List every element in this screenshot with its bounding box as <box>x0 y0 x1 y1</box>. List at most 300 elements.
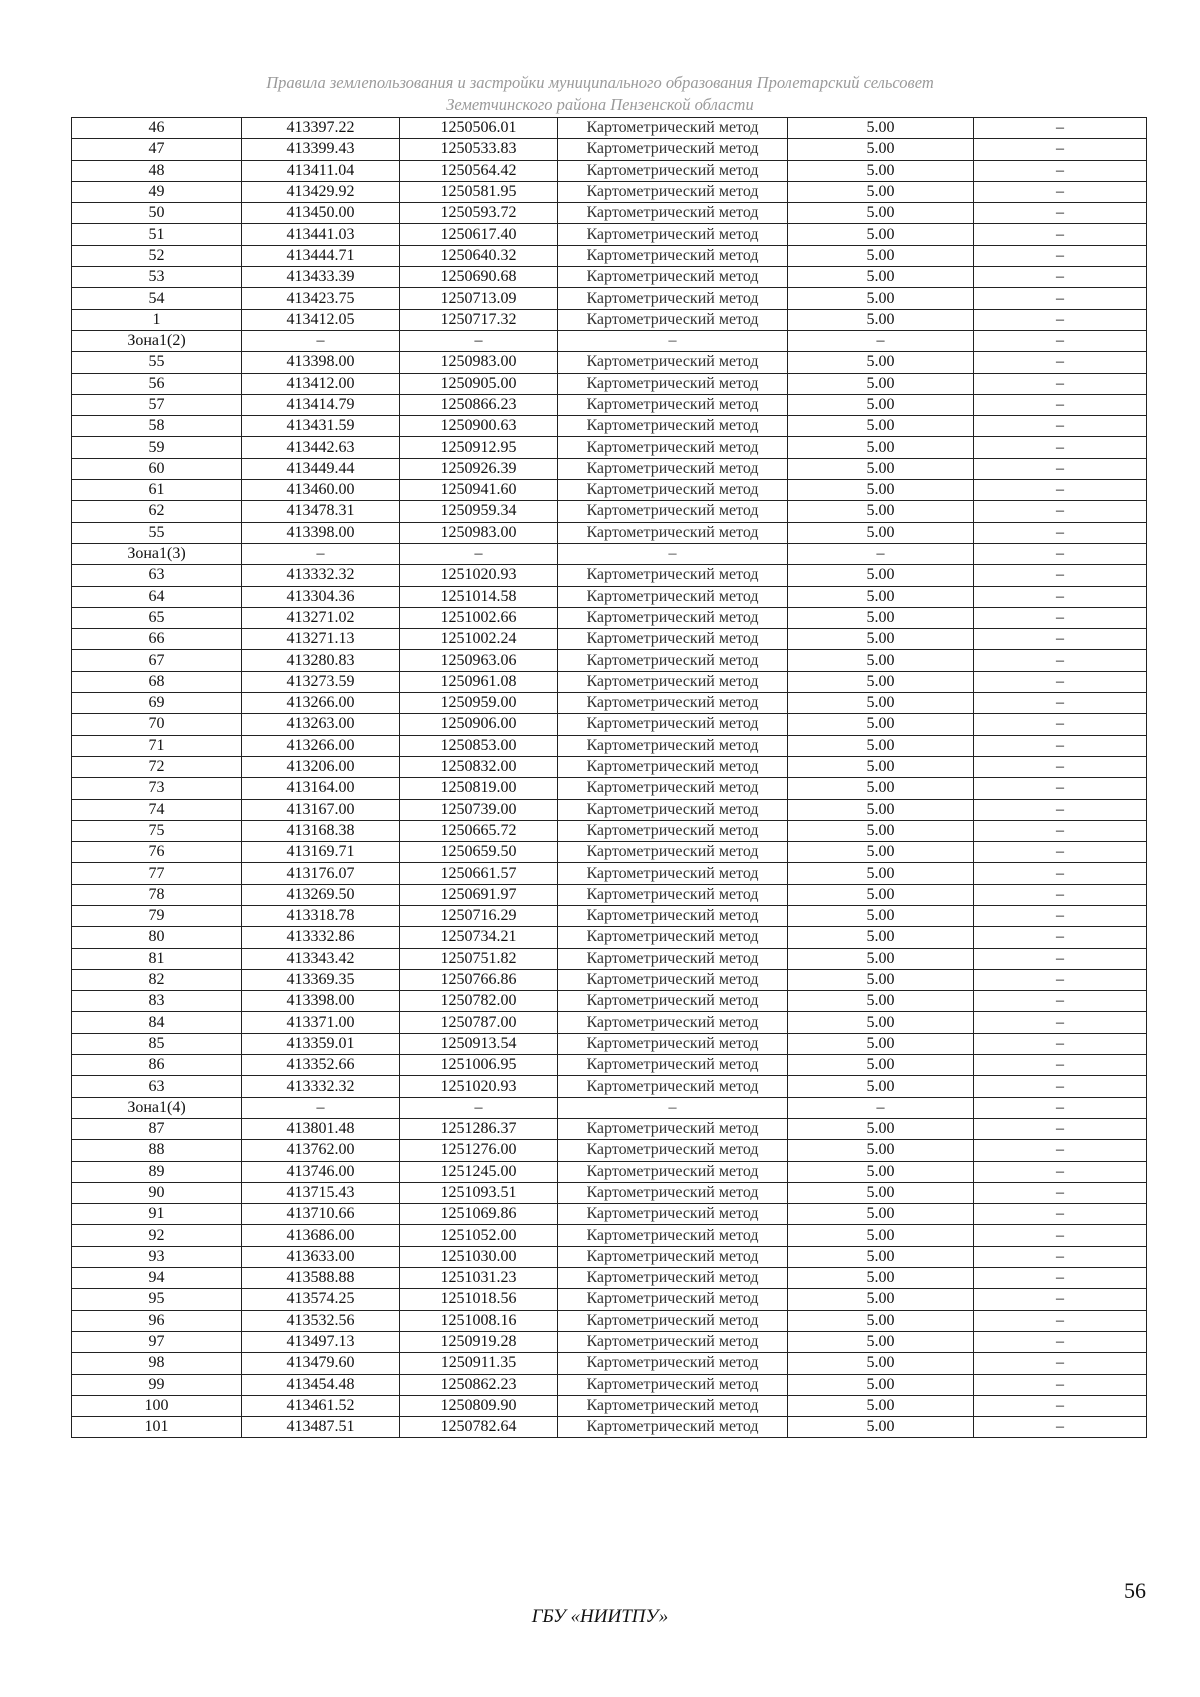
accuracy-cell: 5.00 <box>788 1076 974 1097</box>
x-coordinate-cell: 413478.31 <box>242 501 400 522</box>
x-coordinate-cell: 413168.38 <box>242 820 400 841</box>
method-cell: Картометрический метод <box>558 1204 788 1225</box>
note-cell: – <box>974 799 1147 820</box>
point-number-cell: Зона1(2) <box>72 330 242 351</box>
y-coordinate-cell: 1250751.82 <box>400 948 558 969</box>
table-row <box>72 1140 1147 1161</box>
accuracy-cell: 5.00 <box>788 927 974 948</box>
table-row <box>72 160 1147 181</box>
point-number-cell: 96 <box>72 1310 242 1331</box>
accuracy-cell: – <box>788 543 974 564</box>
table-row <box>72 480 1147 501</box>
note-cell: – <box>974 1182 1147 1203</box>
method-cell: Картометрический метод <box>558 394 788 415</box>
method-cell: Картометрический метод <box>558 629 788 650</box>
table-row <box>72 799 1147 820</box>
method-cell: Картометрический метод <box>558 586 788 607</box>
x-coordinate-cell: 413332.32 <box>242 1076 400 1097</box>
table-row <box>72 373 1147 394</box>
method-cell: Картометрический метод <box>558 480 788 501</box>
method-cell: Картометрический метод <box>558 1055 788 1076</box>
accuracy-cell: 5.00 <box>788 1289 974 1310</box>
x-coordinate-cell: 413343.42 <box>242 948 400 969</box>
y-coordinate-cell: 1250665.72 <box>400 820 558 841</box>
note-cell: – <box>974 1268 1147 1289</box>
table-row <box>72 714 1147 735</box>
accuracy-cell: 5.00 <box>788 1182 974 1203</box>
x-coordinate-cell: – <box>242 543 400 564</box>
y-coordinate-cell: 1251002.66 <box>400 607 558 628</box>
table-row <box>72 778 1147 799</box>
method-cell: Картометрический метод <box>558 1374 788 1395</box>
y-coordinate-cell: 1250941.60 <box>400 480 558 501</box>
method-cell: Картометрический метод <box>558 1395 788 1416</box>
method-cell: Картометрический метод <box>558 820 788 841</box>
table-row <box>72 1055 1147 1076</box>
x-coordinate-cell: 413369.35 <box>242 969 400 990</box>
x-coordinate-cell: 413414.79 <box>242 394 400 415</box>
point-number-cell: 50 <box>72 203 242 224</box>
x-coordinate-cell: 413429.92 <box>242 181 400 202</box>
x-coordinate-cell: 413479.60 <box>242 1353 400 1374</box>
accuracy-cell: 5.00 <box>788 373 974 394</box>
point-number-cell: 85 <box>72 1033 242 1054</box>
x-coordinate-cell: 413450.00 <box>242 203 400 224</box>
x-coordinate-cell: 413444.71 <box>242 245 400 266</box>
table-row <box>72 501 1147 522</box>
header-line-2: Земетчинского района Пензенской области <box>446 95 754 114</box>
point-number-cell: 59 <box>72 437 242 458</box>
point-number-cell: 55 <box>72 522 242 543</box>
accuracy-cell: 5.00 <box>788 969 974 990</box>
x-coordinate-cell: 413206.00 <box>242 756 400 777</box>
table-row <box>72 1374 1147 1395</box>
accuracy-cell: 5.00 <box>788 1118 974 1139</box>
accuracy-cell: 5.00 <box>788 288 974 309</box>
table-row <box>72 437 1147 458</box>
x-coordinate-cell: 413164.00 <box>242 778 400 799</box>
point-number-cell: 99 <box>72 1374 242 1395</box>
note-cell: – <box>974 629 1147 650</box>
y-coordinate-cell: 1250906.00 <box>400 714 558 735</box>
note-cell: – <box>974 778 1147 799</box>
note-cell: – <box>974 905 1147 926</box>
point-number-cell: 62 <box>72 501 242 522</box>
table-row <box>72 1182 1147 1203</box>
table-row <box>72 203 1147 224</box>
accuracy-cell: 5.00 <box>788 565 974 586</box>
y-coordinate-cell: 1250593.72 <box>400 203 558 224</box>
note-cell: – <box>974 501 1147 522</box>
x-coordinate-cell: 413359.01 <box>242 1033 400 1054</box>
method-cell: Картометрический метод <box>558 224 788 245</box>
table-row <box>72 586 1147 607</box>
y-coordinate-cell: 1250809.90 <box>400 1395 558 1416</box>
method-cell: Картометрический метод <box>558 1310 788 1331</box>
method-cell: – <box>558 543 788 564</box>
accuracy-cell: 5.00 <box>788 522 974 543</box>
accuracy-cell: 5.00 <box>788 1204 974 1225</box>
point-number-cell: 49 <box>72 181 242 202</box>
accuracy-cell: 5.00 <box>788 267 974 288</box>
document-header <box>0 72 1200 116</box>
y-coordinate-cell: 1250961.08 <box>400 671 558 692</box>
method-cell: Картометрический метод <box>558 927 788 948</box>
note-cell: – <box>974 394 1147 415</box>
accuracy-cell: 5.00 <box>788 352 974 373</box>
accuracy-cell: 5.00 <box>788 778 974 799</box>
table-row <box>72 1161 1147 1182</box>
accuracy-cell: 5.00 <box>788 1331 974 1352</box>
method-cell: Картометрический метод <box>558 693 788 714</box>
table-row <box>72 1204 1147 1225</box>
x-coordinate-cell: 413318.78 <box>242 905 400 926</box>
x-coordinate-cell: 413442.63 <box>242 437 400 458</box>
note-cell: – <box>974 1118 1147 1139</box>
y-coordinate-cell: 1250640.32 <box>400 245 558 266</box>
accuracy-cell: 5.00 <box>788 118 974 139</box>
accuracy-cell: 5.00 <box>788 948 974 969</box>
note-cell: – <box>974 1033 1147 1054</box>
accuracy-cell: 5.00 <box>788 437 974 458</box>
table-row <box>72 288 1147 309</box>
accuracy-cell: 5.00 <box>788 1417 974 1438</box>
note-cell: – <box>974 863 1147 884</box>
method-cell: Картометрический метод <box>558 778 788 799</box>
point-number-cell: 76 <box>72 842 242 863</box>
point-number-cell: 98 <box>72 1353 242 1374</box>
point-number-cell: 100 <box>72 1395 242 1416</box>
point-number-cell: 79 <box>72 905 242 926</box>
y-coordinate-cell: 1250787.00 <box>400 1012 558 1033</box>
point-number-cell: 70 <box>72 714 242 735</box>
table-row <box>72 224 1147 245</box>
table-row <box>72 884 1147 905</box>
y-coordinate-cell: – <box>400 543 558 564</box>
accuracy-cell: 5.00 <box>788 671 974 692</box>
y-coordinate-cell: 1251020.93 <box>400 565 558 586</box>
accuracy-cell: 5.00 <box>788 714 974 735</box>
table-row <box>72 565 1147 586</box>
x-coordinate-cell: 413398.00 <box>242 352 400 373</box>
note-cell: – <box>974 1331 1147 1352</box>
point-number-cell: 94 <box>72 1268 242 1289</box>
y-coordinate-cell: 1251008.16 <box>400 1310 558 1331</box>
accuracy-cell: 5.00 <box>788 756 974 777</box>
point-number-cell: 84 <box>72 1012 242 1033</box>
y-coordinate-cell: 1250959.00 <box>400 693 558 714</box>
y-coordinate-cell: 1250782.00 <box>400 991 558 1012</box>
note-cell: – <box>974 1140 1147 1161</box>
accuracy-cell: – <box>788 330 974 351</box>
x-coordinate-cell: 413304.36 <box>242 586 400 607</box>
table-row <box>72 1097 1147 1118</box>
x-coordinate-cell: 413266.00 <box>242 735 400 756</box>
accuracy-cell: 5.00 <box>788 394 974 415</box>
point-number-cell: 95 <box>72 1289 242 1310</box>
point-number-cell: 75 <box>72 820 242 841</box>
y-coordinate-cell: 1250617.40 <box>400 224 558 245</box>
method-cell: Картометрический метод <box>558 1225 788 1246</box>
method-cell: Картометрический метод <box>558 905 788 926</box>
x-coordinate-cell: 413167.00 <box>242 799 400 820</box>
accuracy-cell: 5.00 <box>788 820 974 841</box>
method-cell: Картометрический метод <box>558 1417 788 1438</box>
method-cell: Картометрический метод <box>558 1118 788 1139</box>
method-cell: Картометрический метод <box>558 352 788 373</box>
table-row <box>72 1246 1147 1267</box>
method-cell: Картометрический метод <box>558 948 788 969</box>
note-cell: – <box>974 842 1147 863</box>
accuracy-cell: 5.00 <box>788 884 974 905</box>
y-coordinate-cell: 1251018.56 <box>400 1289 558 1310</box>
method-cell: Картометрический метод <box>558 969 788 990</box>
x-coordinate-cell: 413397.22 <box>242 118 400 139</box>
y-coordinate-cell: 1251069.86 <box>400 1204 558 1225</box>
table-row <box>72 629 1147 650</box>
method-cell: Картометрический метод <box>558 1161 788 1182</box>
x-coordinate-cell: 413352.66 <box>242 1055 400 1076</box>
method-cell: Картометрический метод <box>558 565 788 586</box>
table-row <box>72 458 1147 479</box>
method-cell: Картометрический метод <box>558 416 788 437</box>
y-coordinate-cell: 1250832.00 <box>400 756 558 777</box>
accuracy-cell: 5.00 <box>788 416 974 437</box>
point-number-cell: 60 <box>72 458 242 479</box>
accuracy-cell: 5.00 <box>788 799 974 820</box>
table-row <box>72 394 1147 415</box>
table-row <box>72 693 1147 714</box>
y-coordinate-cell: 1251052.00 <box>400 1225 558 1246</box>
method-cell: Картометрический метод <box>558 203 788 224</box>
x-coordinate-cell: 413271.02 <box>242 607 400 628</box>
point-number-cell: 57 <box>72 394 242 415</box>
accuracy-cell: 5.00 <box>788 586 974 607</box>
y-coordinate-cell: 1251002.24 <box>400 629 558 650</box>
point-number-cell: 61 <box>72 480 242 501</box>
note-cell: – <box>974 693 1147 714</box>
accuracy-cell: 5.00 <box>788 181 974 202</box>
table-row <box>72 1268 1147 1289</box>
point-number-cell: 53 <box>72 267 242 288</box>
note-cell: – <box>974 1012 1147 1033</box>
note-cell: – <box>974 884 1147 905</box>
method-cell: Картометрический метод <box>558 1033 788 1054</box>
y-coordinate-cell: 1250533.83 <box>400 139 558 160</box>
method-cell: Картометрический метод <box>558 1246 788 1267</box>
point-number-cell: 89 <box>72 1161 242 1182</box>
method-cell: Картометрический метод <box>558 1140 788 1161</box>
point-number-cell: 56 <box>72 373 242 394</box>
y-coordinate-cell: 1251020.93 <box>400 1076 558 1097</box>
accuracy-cell: 5.00 <box>788 1161 974 1182</box>
x-coordinate-cell: 413574.25 <box>242 1289 400 1310</box>
table-row <box>72 1012 1147 1033</box>
y-coordinate-cell: 1250734.21 <box>400 927 558 948</box>
point-number-cell: 65 <box>72 607 242 628</box>
table-row <box>72 267 1147 288</box>
accuracy-cell: 5.00 <box>788 309 974 330</box>
x-coordinate-cell: 413715.43 <box>242 1182 400 1203</box>
note-cell: – <box>974 1097 1147 1118</box>
point-number-cell: 93 <box>72 1246 242 1267</box>
note-cell: – <box>974 480 1147 501</box>
x-coordinate-cell: 413460.00 <box>242 480 400 501</box>
x-coordinate-cell: 413271.13 <box>242 629 400 650</box>
method-cell: Картометрический метод <box>558 714 788 735</box>
point-number-cell: 101 <box>72 1417 242 1438</box>
accuracy-cell: 5.00 <box>788 1310 974 1331</box>
note-cell: – <box>974 181 1147 202</box>
y-coordinate-cell: 1250690.68 <box>400 267 558 288</box>
x-coordinate-cell: 413266.00 <box>242 693 400 714</box>
method-cell: Картометрический метод <box>558 288 788 309</box>
method-cell: Картометрический метод <box>558 118 788 139</box>
accuracy-cell: 5.00 <box>788 1140 974 1161</box>
table-row <box>72 522 1147 543</box>
table-row <box>72 1417 1147 1438</box>
y-coordinate-cell: 1250661.57 <box>400 863 558 884</box>
accuracy-cell: 5.00 <box>788 863 974 884</box>
point-number-cell: 97 <box>72 1331 242 1352</box>
note-cell: – <box>974 735 1147 756</box>
table-row <box>72 1289 1147 1310</box>
table-row <box>72 1225 1147 1246</box>
x-coordinate-cell: 413532.56 <box>242 1310 400 1331</box>
accuracy-cell: – <box>788 1097 974 1118</box>
note-cell: – <box>974 139 1147 160</box>
y-coordinate-cell: 1250913.54 <box>400 1033 558 1054</box>
table-row <box>72 991 1147 1012</box>
table-row <box>72 1033 1147 1054</box>
accuracy-cell: 5.00 <box>788 224 974 245</box>
x-coordinate-cell: 413332.32 <box>242 565 400 586</box>
header-line-1: Правила землепользования и застройки муниципального образования Пролетарский сельсовет <box>266 73 934 92</box>
method-cell: Картометрический метод <box>558 842 788 863</box>
accuracy-cell: 5.00 <box>788 991 974 1012</box>
point-number-cell: 63 <box>72 1076 242 1097</box>
table-row <box>72 607 1147 628</box>
y-coordinate-cell: 1251286.37 <box>400 1118 558 1139</box>
table-row <box>72 416 1147 437</box>
y-coordinate-cell: 1251006.95 <box>400 1055 558 1076</box>
note-cell: – <box>974 352 1147 373</box>
y-coordinate-cell: 1250959.34 <box>400 501 558 522</box>
y-coordinate-cell: 1250819.00 <box>400 778 558 799</box>
note-cell: – <box>974 522 1147 543</box>
method-cell: Картометрический метод <box>558 245 788 266</box>
y-coordinate-cell: 1250911.35 <box>400 1353 558 1374</box>
accuracy-cell: 5.00 <box>788 1012 974 1033</box>
accuracy-cell: 5.00 <box>788 139 974 160</box>
y-coordinate-cell: 1250862.23 <box>400 1374 558 1395</box>
point-number-cell: 83 <box>72 991 242 1012</box>
y-coordinate-cell: 1250866.23 <box>400 394 558 415</box>
method-cell: Картометрический метод <box>558 309 788 330</box>
accuracy-cell: 5.00 <box>788 1225 974 1246</box>
method-cell: Картометрический метод <box>558 607 788 628</box>
x-coordinate-cell: 413801.48 <box>242 1118 400 1139</box>
note-cell: – <box>974 756 1147 777</box>
y-coordinate-cell: 1250739.00 <box>400 799 558 820</box>
point-number-cell: 74 <box>72 799 242 820</box>
table-row <box>72 1310 1147 1331</box>
y-coordinate-cell: 1250716.29 <box>400 905 558 926</box>
note-cell: – <box>974 565 1147 586</box>
table-row <box>72 735 1147 756</box>
y-coordinate-cell: 1250912.95 <box>400 437 558 458</box>
point-number-cell: 51 <box>72 224 242 245</box>
note-cell: – <box>974 1395 1147 1416</box>
accuracy-cell: 5.00 <box>788 629 974 650</box>
x-coordinate-cell: 413273.59 <box>242 671 400 692</box>
y-coordinate-cell: 1251276.00 <box>400 1140 558 1161</box>
table-row <box>72 863 1147 884</box>
table-row <box>72 1118 1147 1139</box>
x-coordinate-cell: 413441.03 <box>242 224 400 245</box>
note-cell: – <box>974 118 1147 139</box>
table-row <box>72 118 1147 139</box>
point-number-cell: 71 <box>72 735 242 756</box>
note-cell: – <box>974 458 1147 479</box>
x-coordinate-cell: 413423.75 <box>242 288 400 309</box>
x-coordinate-cell: 413461.52 <box>242 1395 400 1416</box>
method-cell: Картометрический метод <box>558 1012 788 1033</box>
accuracy-cell: 5.00 <box>788 1055 974 1076</box>
table-row <box>72 650 1147 671</box>
accuracy-cell: 5.00 <box>788 203 974 224</box>
accuracy-cell: 5.00 <box>788 1395 974 1416</box>
table-row <box>72 352 1147 373</box>
x-coordinate-cell: 413169.71 <box>242 842 400 863</box>
x-coordinate-cell: 413263.00 <box>242 714 400 735</box>
point-number-cell: 78 <box>72 884 242 905</box>
note-cell: – <box>974 927 1147 948</box>
note-cell: – <box>974 1161 1147 1182</box>
x-coordinate-cell: 413433.39 <box>242 267 400 288</box>
accuracy-cell: 5.00 <box>788 1374 974 1395</box>
accuracy-cell: 5.00 <box>788 1353 974 1374</box>
note-cell: – <box>974 1225 1147 1246</box>
accuracy-cell: 5.00 <box>788 1268 974 1289</box>
method-cell: Картометрический метод <box>558 522 788 543</box>
table-row <box>72 948 1147 969</box>
note-cell: – <box>974 437 1147 458</box>
note-cell: – <box>974 543 1147 564</box>
point-number-cell: 87 <box>72 1118 242 1139</box>
note-cell: – <box>974 309 1147 330</box>
y-coordinate-cell: 1250983.00 <box>400 522 558 543</box>
y-coordinate-cell: 1251030.00 <box>400 1246 558 1267</box>
note-cell: – <box>974 160 1147 181</box>
footer-organization: ГБУ «НИИТПУ» <box>531 1606 669 1627</box>
point-number-cell: Зона1(3) <box>72 543 242 564</box>
accuracy-cell: 5.00 <box>788 842 974 863</box>
method-cell: Картометрический метод <box>558 735 788 756</box>
table-row <box>72 1353 1147 1374</box>
point-number-cell: 67 <box>72 650 242 671</box>
x-coordinate-cell: 413398.00 <box>242 522 400 543</box>
note-cell: – <box>974 1246 1147 1267</box>
note-cell: – <box>974 820 1147 841</box>
point-number-cell: 73 <box>72 778 242 799</box>
coordinates-table-body <box>72 118 1147 1438</box>
point-number-cell: 82 <box>72 969 242 990</box>
x-coordinate-cell: 413762.00 <box>242 1140 400 1161</box>
x-coordinate-cell: 413412.00 <box>242 373 400 394</box>
x-coordinate-cell: 413371.00 <box>242 1012 400 1033</box>
y-coordinate-cell: 1250659.50 <box>400 842 558 863</box>
